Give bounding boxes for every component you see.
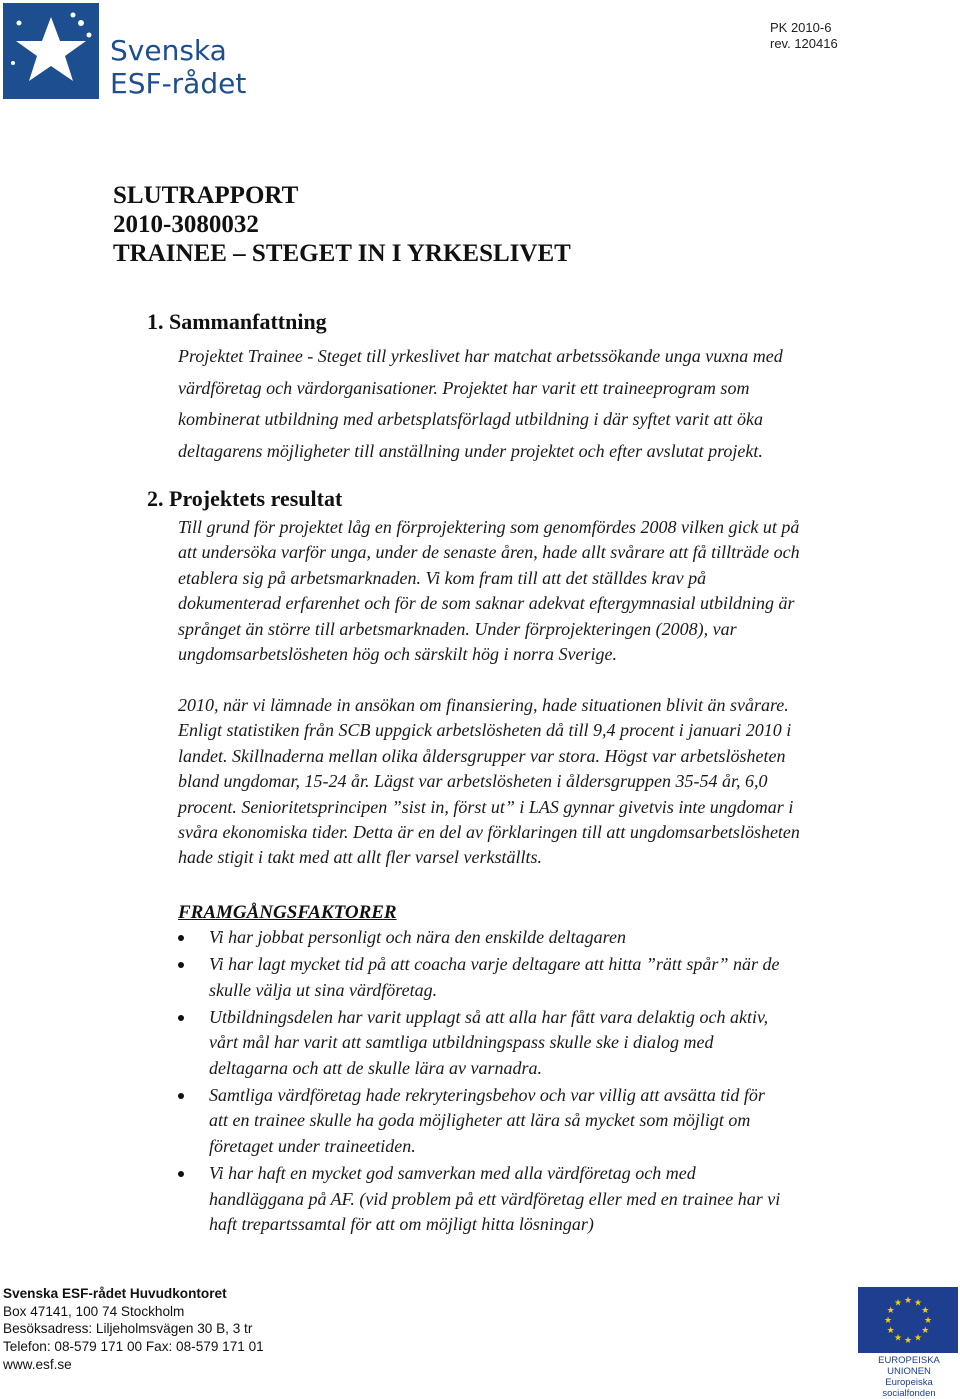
eu-star-icon: ★ xyxy=(893,1298,903,1309)
eu-star-icon: ★ xyxy=(923,1316,933,1326)
paragraph-line: bland ungdomar, 15-24 år. Lägst var arbetslösheten i åldersgruppen 35-54 år, 6,0 xyxy=(178,771,768,792)
footer-contact xyxy=(3,1285,264,1374)
esf-logo-mark xyxy=(3,3,99,99)
logo-line-2: ESF-rådet xyxy=(110,67,247,100)
eu-flag-icon xyxy=(858,1287,958,1353)
paragraph-line: Till grund för projektet låg en förprojektering som genomfördes 2008 vilken gick ut på xyxy=(178,517,800,537)
list-item-line: Vi har haft en mycket god samverkan med alla värdföretag och med xyxy=(209,1162,696,1183)
paragraph-line: 2010, när vi lämnade in ansökan om finansiering, hade situationen blivit än svårare. xyxy=(178,695,789,715)
paragraph-line: Enligt statistiken från SCB uppgick arbetslösheten då till 9,4 procent i januari 2010 i xyxy=(178,720,792,741)
title-line-3: TRAINEE – STEGET IN I YRKESLIVET xyxy=(113,240,571,267)
paragraph-line: landet. Skillnaderna mellan olika åldersgrupper var stora. Högst var arbetslösheten xyxy=(178,745,786,766)
bullet-icon xyxy=(178,1171,184,1177)
eu-star-icon: ★ xyxy=(886,1326,895,1336)
bullet-icon xyxy=(178,1093,184,1099)
eu-label xyxy=(858,1355,960,1399)
section-1-heading: 1. Sammanfattning xyxy=(147,309,327,334)
bullet-icon xyxy=(178,935,184,941)
section-2-paragraph-1 xyxy=(178,515,800,667)
section-1-body xyxy=(178,341,783,467)
eu-star-icon: ★ xyxy=(903,1296,913,1306)
eu-stars xyxy=(858,1287,958,1353)
star-icon xyxy=(3,3,99,99)
eu-star-icon: ★ xyxy=(893,1333,903,1344)
paragraph-line: kombinerat utbildning med arbetsplatsförlagd utbildning i där syftet varit att öka xyxy=(178,409,763,429)
list-item-line: deltagarna och att de skulle lära av varnadra. xyxy=(209,1057,542,1078)
logo-line-1: Svenska xyxy=(110,34,227,67)
title-line-1: SLUTRAPPORT xyxy=(113,182,299,209)
eu-star-icon: ★ xyxy=(921,1306,930,1316)
eu-star-icon: ★ xyxy=(913,1298,923,1309)
bullet-icon xyxy=(178,962,184,968)
eu-label-line-1: EUROPEISKA UNIONEN xyxy=(878,1355,940,1377)
title-line-2: 2010-3080032 xyxy=(113,211,259,238)
document-reference xyxy=(770,20,838,52)
list-item-line: handläggana på AF. (vid problem på ett värdföretag eller med en trainee har vi xyxy=(209,1188,781,1209)
paragraph-line: dokumenterad erfarenhet och för de som saknar adekvat eftergymnasial utbildning är xyxy=(178,593,795,614)
list-item xyxy=(170,1161,930,1238)
paragraph-line: Projektet Trainee - Steget till yrkeslivet har matchat arbetssökande unga vuxna med xyxy=(178,346,783,366)
success-factors-heading: FRAMGÅNGSFAKTORER xyxy=(178,902,397,923)
eu-star-icon: ★ xyxy=(913,1333,923,1344)
doc-code: PK 2010-6 xyxy=(770,20,832,35)
section-2-paragraph-2 xyxy=(178,693,800,871)
eu-star-icon: ★ xyxy=(886,1306,895,1316)
footer-address: Box 47141, 100 74 Stockholm xyxy=(3,1303,185,1319)
list-item-line: haft trepartssamtal för att om möjligt hitta lösningar) xyxy=(209,1214,594,1235)
paragraph-line: värdföretag och värdorganisationer. Projektet har varit ett traineeprogram som xyxy=(178,377,750,398)
footer-phone: Telefon: 08-579 171 00 Fax: 08-579 171 01 xyxy=(3,1339,264,1355)
footer-org: Svenska ESF-rådet Huvudkontoret xyxy=(3,1286,227,1301)
doc-revision: rev. 120416 xyxy=(770,36,838,51)
list-item xyxy=(170,952,930,1003)
list-item-line: Vi har lagt mycket tid på att coacha varje deltagare att hitta ”rätt spår” när de xyxy=(209,953,780,974)
paragraph-line: ungdomsarbetslösheten hög och särskilt hög i norra Sverige. xyxy=(178,644,617,665)
eu-star-icon: ★ xyxy=(903,1336,913,1346)
bullet-icon xyxy=(178,1015,184,1021)
section-2-heading: 2. Projektets resultat xyxy=(147,486,343,511)
success-factors-list xyxy=(170,925,930,1239)
paragraph-line: hade stigit i takt med att allt fler varsel verkställts. xyxy=(178,847,542,868)
eu-label-line-2: Europeiska socialfonden xyxy=(882,1377,936,1399)
eu-star-icon: ★ xyxy=(921,1326,930,1336)
list-item-line: att en trainee skulle ha goda möjligheter att lära så mycket som möjligt om xyxy=(209,1110,751,1131)
esf-logo-text xyxy=(110,34,246,100)
list-item xyxy=(170,925,930,951)
paragraph-line: deltagarens möjligheter till anställning under projektet och efter avslutat projekt. xyxy=(178,440,763,461)
paragraph-line: språnget än större till arbetsmarknaden. Under förprojekteringen (2008), var xyxy=(178,618,737,639)
paragraph-line: att undersöka varför unga, under de senaste åren, hade allt svårare att få tillträde och xyxy=(178,542,800,563)
list-item-line: företaget under traineetiden. xyxy=(209,1135,416,1156)
list-item-line: skulle välja ut sina värdföretag. xyxy=(209,979,438,1000)
list-item-line: Samtliga värdföretag hade rekryteringsbehov och var villig att avsätta tid för xyxy=(209,1084,765,1105)
paragraph-line: svåra ekonomiska tider. Detta är en del av förklaringen till att ungdomsarbetslösheten xyxy=(178,822,800,843)
footer-website-link[interactable]: www.esf.se xyxy=(3,1356,72,1372)
list-item-line: Vi har jobbat personligt och nära den enskilde deltagaren xyxy=(209,927,626,947)
paragraph-line: etablera sig på arbetsmarknaden. Vi kom fram till att det ställdes krav på xyxy=(178,567,707,588)
report-title xyxy=(113,181,571,268)
list-item-line: vårt mål har varit att samtliga utbildningspass skulle ske i dialog med xyxy=(209,1032,714,1053)
list-item xyxy=(170,1083,930,1160)
eu-star-icon: ★ xyxy=(883,1316,893,1326)
footer-visit-address: Besöksadress: Liljeholmsvägen 30 B, 3 tr xyxy=(3,1321,253,1337)
paragraph-line: procent. Senioritetsprincipen ”sist in, först ut” i LAS gynnar givetvis inte ungdomar i xyxy=(178,796,794,817)
list-item xyxy=(170,1005,930,1082)
list-item-line: Utbildningsdelen har varit upplagt så att alla har fått vara delaktig och aktiv, xyxy=(209,1006,769,1027)
